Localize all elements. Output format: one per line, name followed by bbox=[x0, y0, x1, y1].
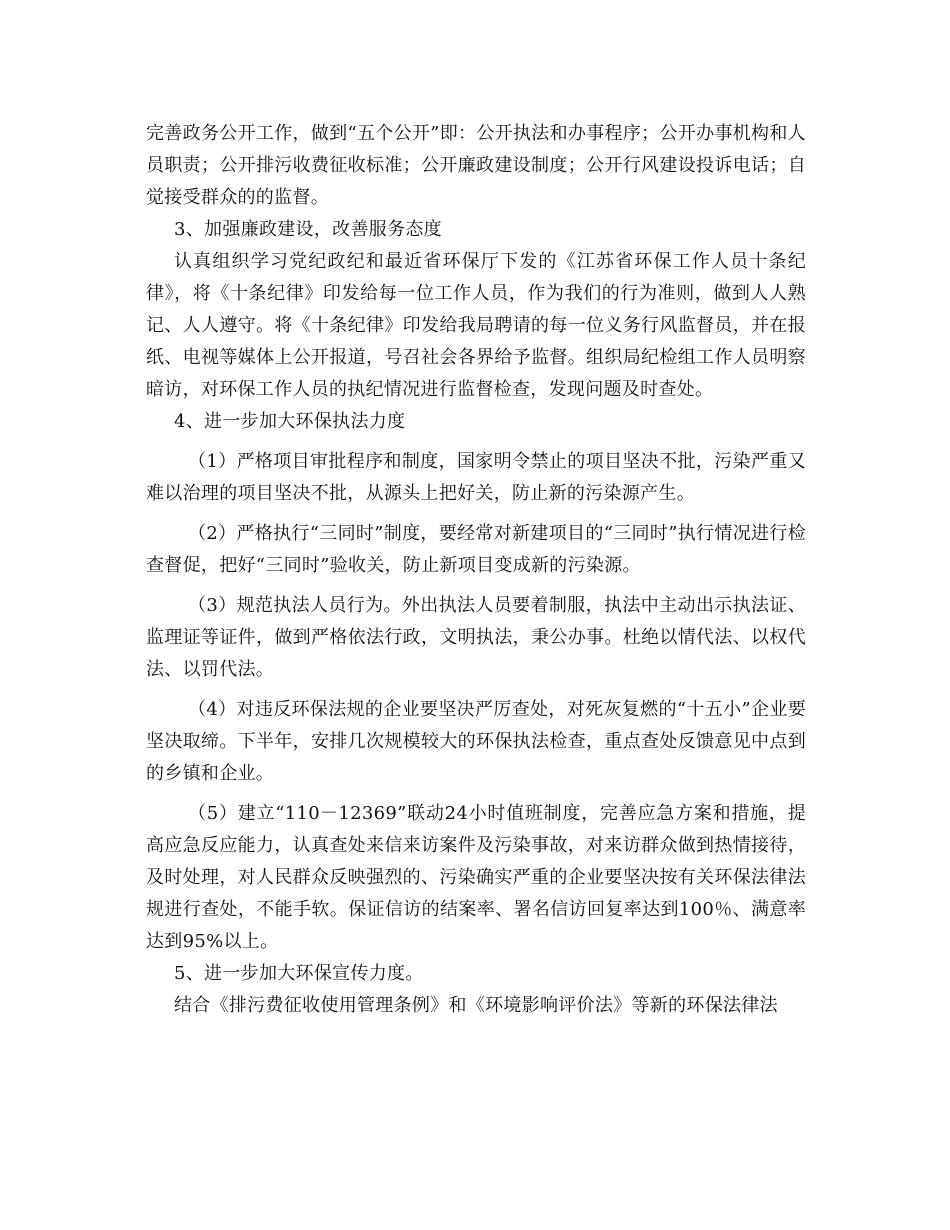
section-heading-integrity: 3、加强廉政建设，改善服务态度 bbox=[174, 219, 442, 240]
section-heading-publicity: 5、进一步加大环保宣传力度。 bbox=[174, 963, 424, 984]
enforcement-item-5: （5）建立“110－12369”联动24小时值班制度，完善应急方案和措施，提高应急反应能力，认真查处来信来访案件及污染事故，对来访群众做到热情接待，及时处理，对人民群众反映强烈的、污染确实严重的企业要坚决按有关环保法律法规进行查处，不能手软。保证信访的结案率、署名信访回复率达到100％、满意率达到95%以上。 bbox=[146, 803, 806, 952]
paragraph-open-government: 完善政务公开工作，做到“五个公开”即：公开执法和办事程序；公开办事机构和人员职责；公开排污收费征收标准；公开廉政建设制度；公开行风建设投诉电话；自觉接受群众的的监督。 bbox=[146, 123, 806, 208]
paragraph-discipline-rules: 认真组织学习党纪政纪和最近省环保厅下发的《江苏省环保工作人员十条纪律》，将《十条纪律》印发给每一位工作人员，作为我们的行为准则，做到人人熟记、人人遵守。将《十条纪律》印发给我局聘请的每一位义务行风监督员，并在报纸、电视等媒体上公开报道，号召社会各界给予监督。组织局纪检组工作人员明察暗访，对环保工作人员的执纪情况进行监督检查，发现问题及时查处。 bbox=[146, 251, 806, 400]
document-body bbox=[146, 118, 806, 1022]
enforcement-item-4: （4）对违反环保法规的企业要坚决严厉查处，对死灰复燃的“十五小”企业要坚决取缔。下半年，安排几次规模较大的环保执法检查，重点查处反馈意见中点到的乡镇和企业。 bbox=[146, 699, 806, 784]
enforcement-item-2: （2）严格执行“三同时”制度，要经常对新建项目的“三同时”执行情况进行检查督促，把好“三同时”验收关，防止新项目变成新的污染源。 bbox=[146, 523, 806, 576]
enforcement-item-3: （3）规范执法人员行为。外出执法人员要着制服，执法中主动出示执法证、监理证等证件，做到严格依法行政，文明执法，秉公办事。杜绝以情代法、以权代法、以罚代法。 bbox=[146, 595, 806, 680]
section-heading-enforcement: 4、进一步加大环保执法力度 bbox=[174, 411, 406, 432]
enforcement-item-1: （1）严格项目审批程序和制度，国家明令禁止的项目坚决不批，污染严重又难以治理的项目坚决不批，从源头上把好关，防止新的污染源产生。 bbox=[146, 451, 806, 504]
paragraph-publicity-laws: 结合《排污费征收使用管理条例》和《环境影响评价法》等新的环保法律法 bbox=[174, 995, 778, 1016]
